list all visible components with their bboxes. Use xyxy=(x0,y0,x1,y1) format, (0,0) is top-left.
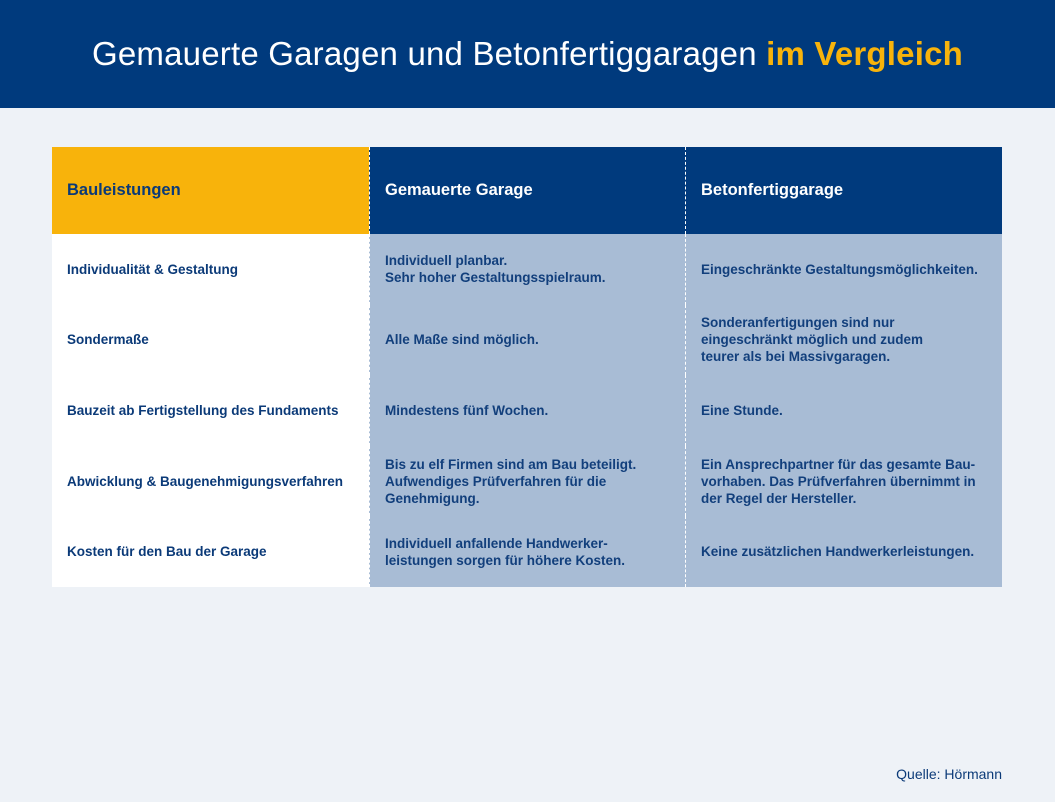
concrete-garage-cell xyxy=(685,375,1002,446)
page-title xyxy=(92,35,963,73)
brick-garage-text: Individuell anfallende Handwerker- leistungen sorgen für höhere Kosten. xyxy=(385,535,626,568)
table-row xyxy=(52,234,1002,305)
brick-garage-cell xyxy=(369,305,685,376)
table-row xyxy=(52,375,1002,446)
column-header-betonfertiggarage: Betonfertiggarage xyxy=(685,147,1002,234)
concrete-garage-text: Keine zusätzlichen Handwerkerleistungen. xyxy=(701,544,975,560)
brick-garage-text: Bis zu elf Firmen sind am Bau beteiligt. Aufwendiges Prüfverfahren für die Genehmigung. xyxy=(385,456,637,506)
brick-garage-text: Individuell planbar. Sehr hoher Gestaltungsspielraum. xyxy=(385,253,606,286)
criterion-cell xyxy=(52,446,369,517)
concrete-garage-cell xyxy=(685,234,1002,305)
criterion-cell xyxy=(52,375,369,446)
table-row xyxy=(52,305,1002,376)
concrete-garage-cell xyxy=(685,516,1002,587)
criterion-text: Sondermaße xyxy=(67,332,149,348)
criterion-text: Kosten für den Bau der Garage xyxy=(67,544,267,560)
criterion-text: Bauzeit ab Fertigstellung des Fundaments xyxy=(67,402,339,418)
concrete-garage-cell xyxy=(685,446,1002,517)
source-credit: Quelle: Hörmann xyxy=(896,766,1002,782)
header-banner xyxy=(0,0,1055,108)
table-row xyxy=(52,446,1002,517)
column-header-bauleistungen: Bauleistungen xyxy=(52,147,369,234)
table-header-row xyxy=(52,147,1002,234)
criterion-cell xyxy=(52,516,369,587)
comparison-table xyxy=(52,147,1002,587)
brick-garage-text: Mindestens fünf Wochen. xyxy=(385,402,549,418)
concrete-garage-text: Ein Ansprechpartner für das gesamte Bau- vorhaben. Das Prüfverfahren übernimmt in der Regel der Hersteller. xyxy=(701,456,976,506)
title-main: Gemauerte Garagen und Betonfertiggaragen xyxy=(92,35,767,72)
concrete-garage-text: Eingeschränkte Gestaltungsmöglichkeiten. xyxy=(701,261,978,277)
brick-garage-text: Alle Maße sind möglich. xyxy=(385,332,539,348)
brick-garage-cell xyxy=(369,234,685,305)
criterion-cell xyxy=(52,234,369,305)
criterion-text: Individualität & Gestaltung xyxy=(67,261,239,277)
brick-garage-cell xyxy=(369,516,685,587)
title-accent: im Vergleich xyxy=(766,35,963,72)
concrete-garage-text: Eine Stunde. xyxy=(701,402,783,418)
criterion-cell xyxy=(52,305,369,376)
concrete-garage-text: Sonderanfertigungen sind nur eingeschränkt möglich und zudem teurer als bei Massivgaragen. xyxy=(701,315,924,365)
concrete-garage-cell xyxy=(685,305,1002,376)
brick-garage-cell xyxy=(369,375,685,446)
table-row xyxy=(52,516,1002,587)
criterion-text: Abwicklung & Baugenehmigungsverfahren xyxy=(67,473,344,489)
brick-garage-cell xyxy=(369,446,685,517)
column-header-gemauerte-garage: Gemauerte Garage xyxy=(369,147,685,234)
